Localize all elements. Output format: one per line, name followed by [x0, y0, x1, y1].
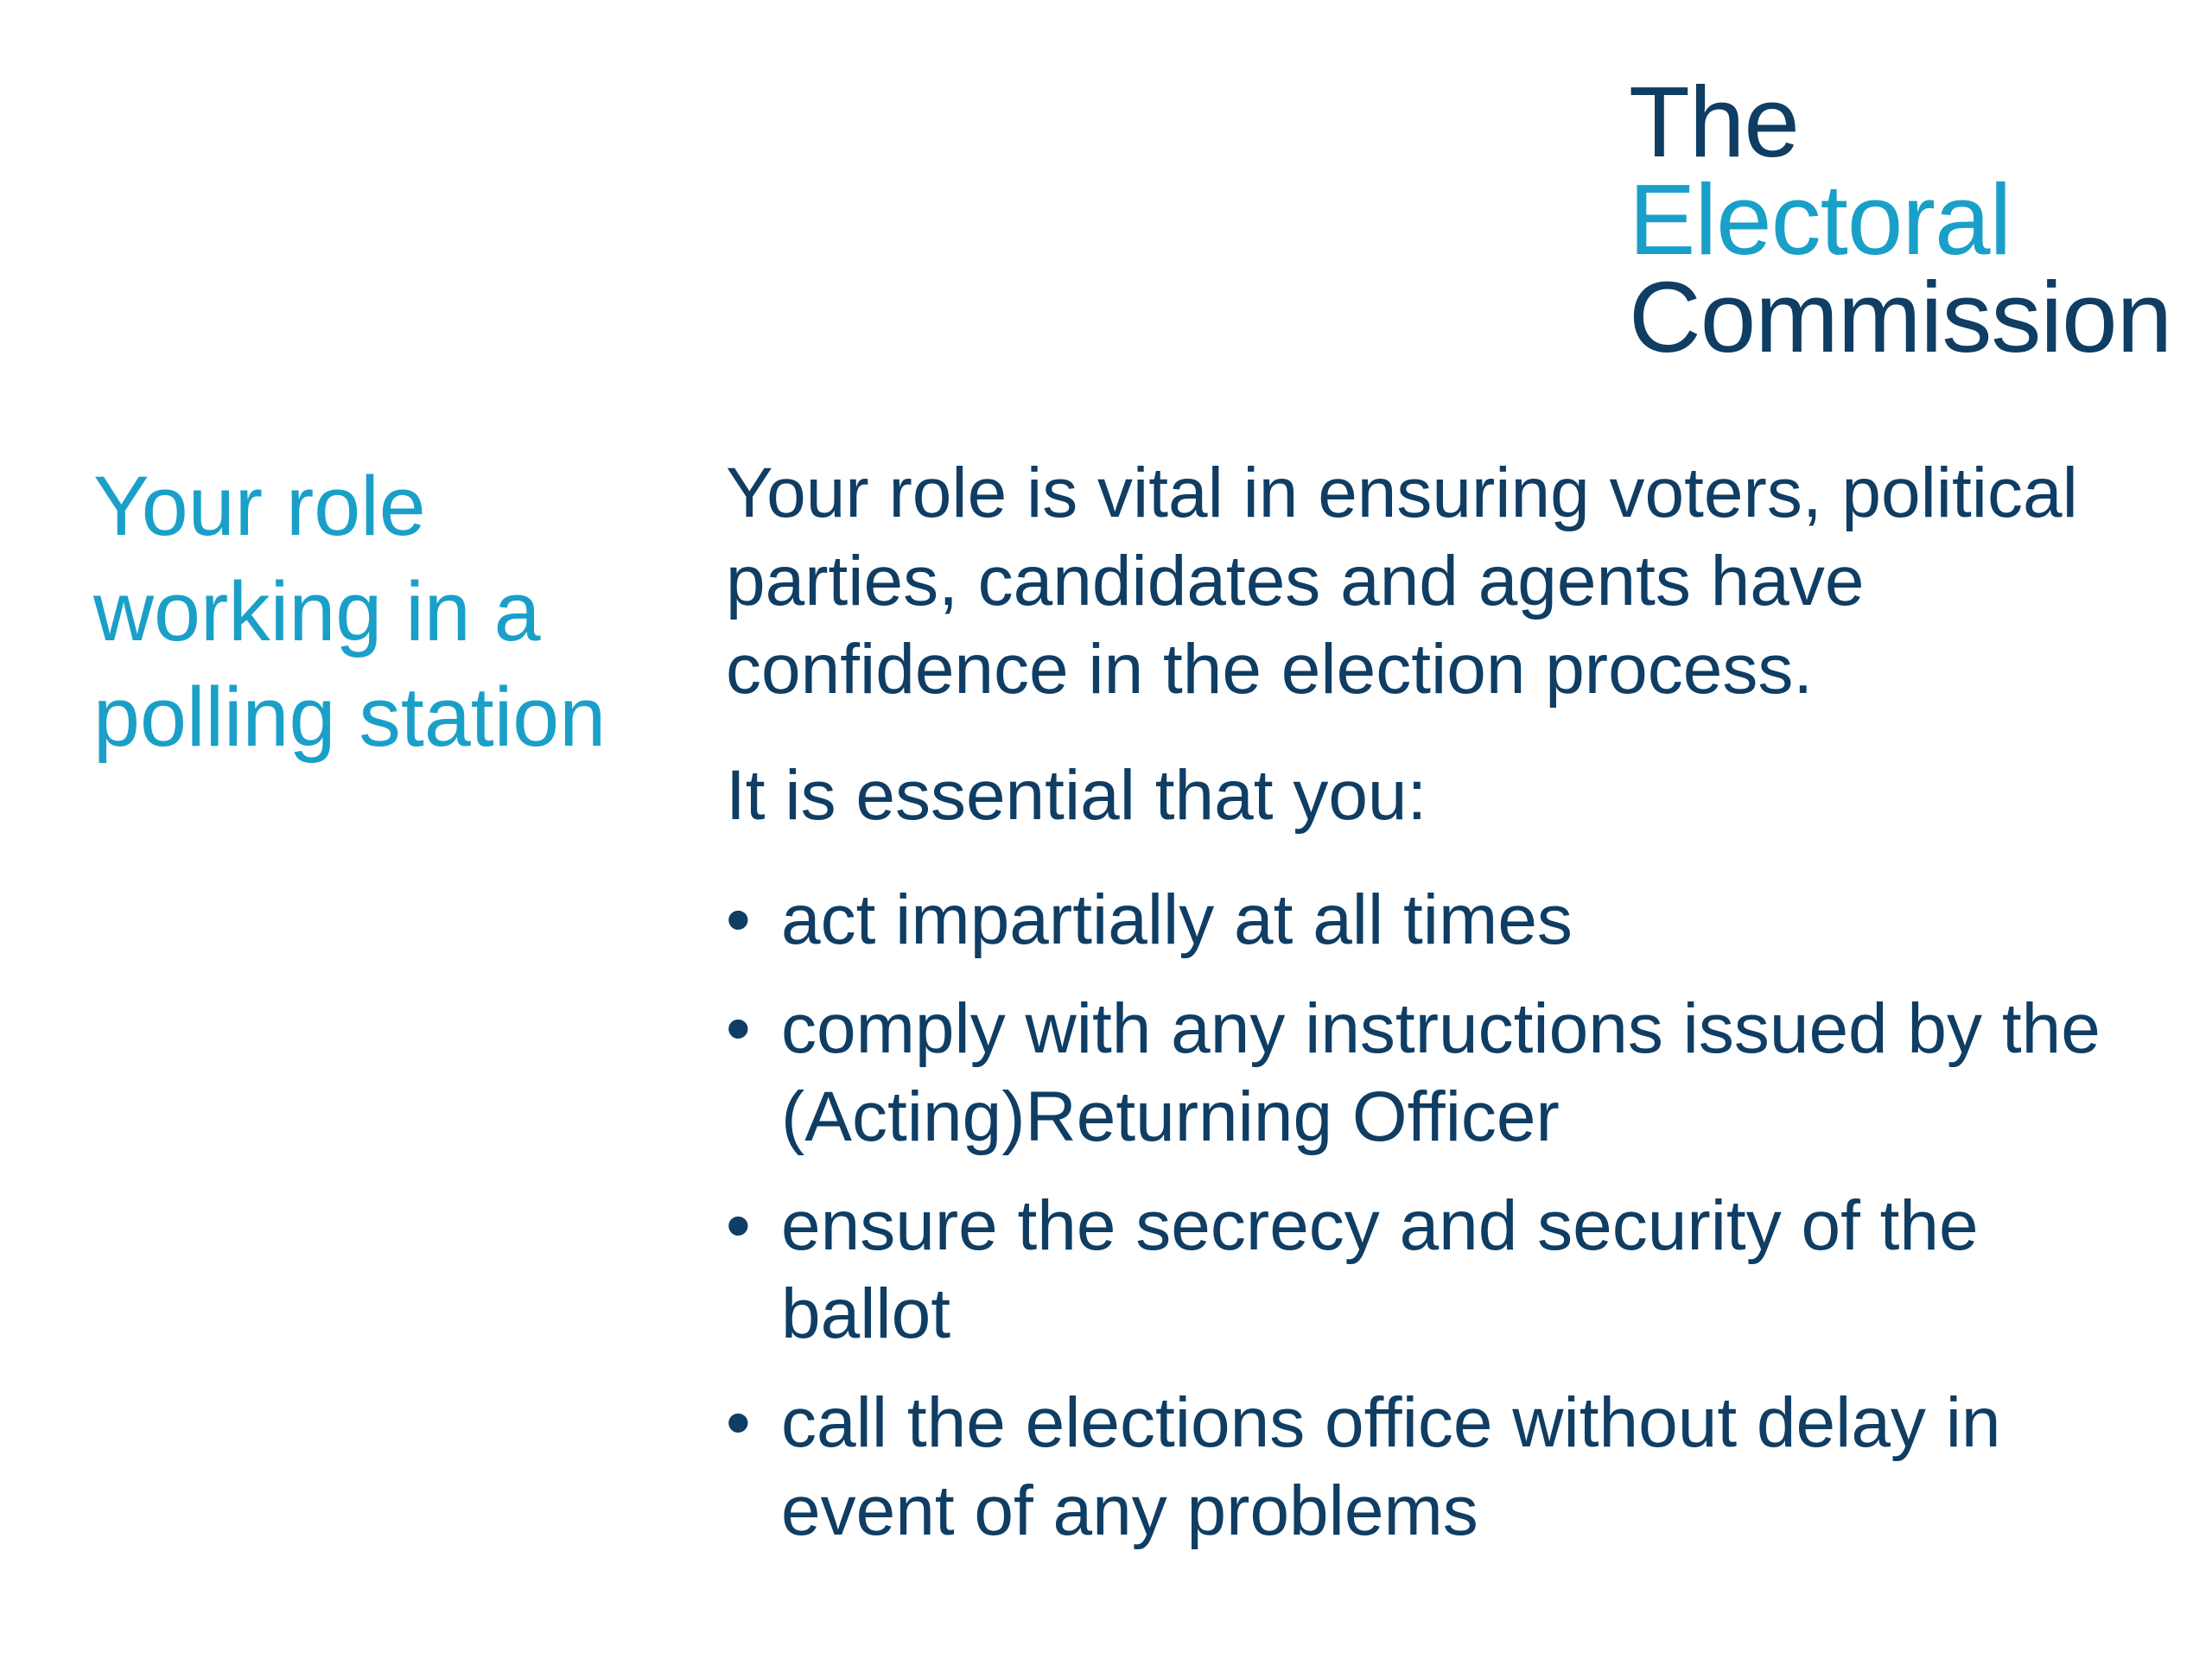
- bullet-text: [781, 985, 2186, 1161]
- bullet-line: (Acting)Returning Officer: [781, 1077, 1560, 1156]
- bullet-line: comply with any instructions issued by the: [781, 989, 2101, 1068]
- bullet-icon: •: [726, 1186, 751, 1265]
- logo-line-electoral: Electoral: [1629, 163, 2012, 276]
- bullet-text: [781, 876, 2186, 964]
- logo-line-commission: Commission: [1629, 261, 2172, 373]
- slide-title-line: working in a: [93, 564, 541, 658]
- logo-line-the: The: [1629, 66, 1799, 178]
- bullet-icon: •: [726, 880, 751, 959]
- lead-sentence: It is essential that you:: [726, 756, 1427, 835]
- bullet-line: act impartially at all times: [781, 880, 1573, 959]
- bullet-line: event of any problems: [781, 1471, 1478, 1550]
- intro-line: parties, candidates and agents have: [726, 542, 1865, 620]
- slide-title: [93, 454, 681, 770]
- bullet-text: [781, 1182, 2186, 1358]
- slide-body: [726, 449, 2186, 1576]
- bullet-list: [726, 876, 2186, 1555]
- bullet-item: [726, 1379, 2186, 1555]
- bullet-icon: •: [726, 1383, 751, 1462]
- bullet-item: [726, 985, 2186, 1161]
- bullet-line: ballot: [781, 1274, 951, 1353]
- bullet-item: [726, 1182, 2186, 1358]
- bullet-icon: •: [726, 989, 751, 1068]
- intro-line: confidence in the election process.: [726, 630, 1814, 709]
- bullet-line: ensure the secrecy and security of the: [781, 1186, 1979, 1265]
- intro-paragraph: [726, 449, 2186, 714]
- intro-line: Your role is vital in ensuring voters, political: [726, 454, 2078, 532]
- slide-title-line: Your role: [93, 459, 426, 553]
- electoral-commission-logo: [1629, 66, 2182, 373]
- slide-title-line: polling station: [93, 670, 607, 764]
- bullet-line: call the elections office without delay in: [781, 1383, 2001, 1462]
- bullet-text: [781, 1379, 2186, 1555]
- bullet-item: [726, 876, 2186, 964]
